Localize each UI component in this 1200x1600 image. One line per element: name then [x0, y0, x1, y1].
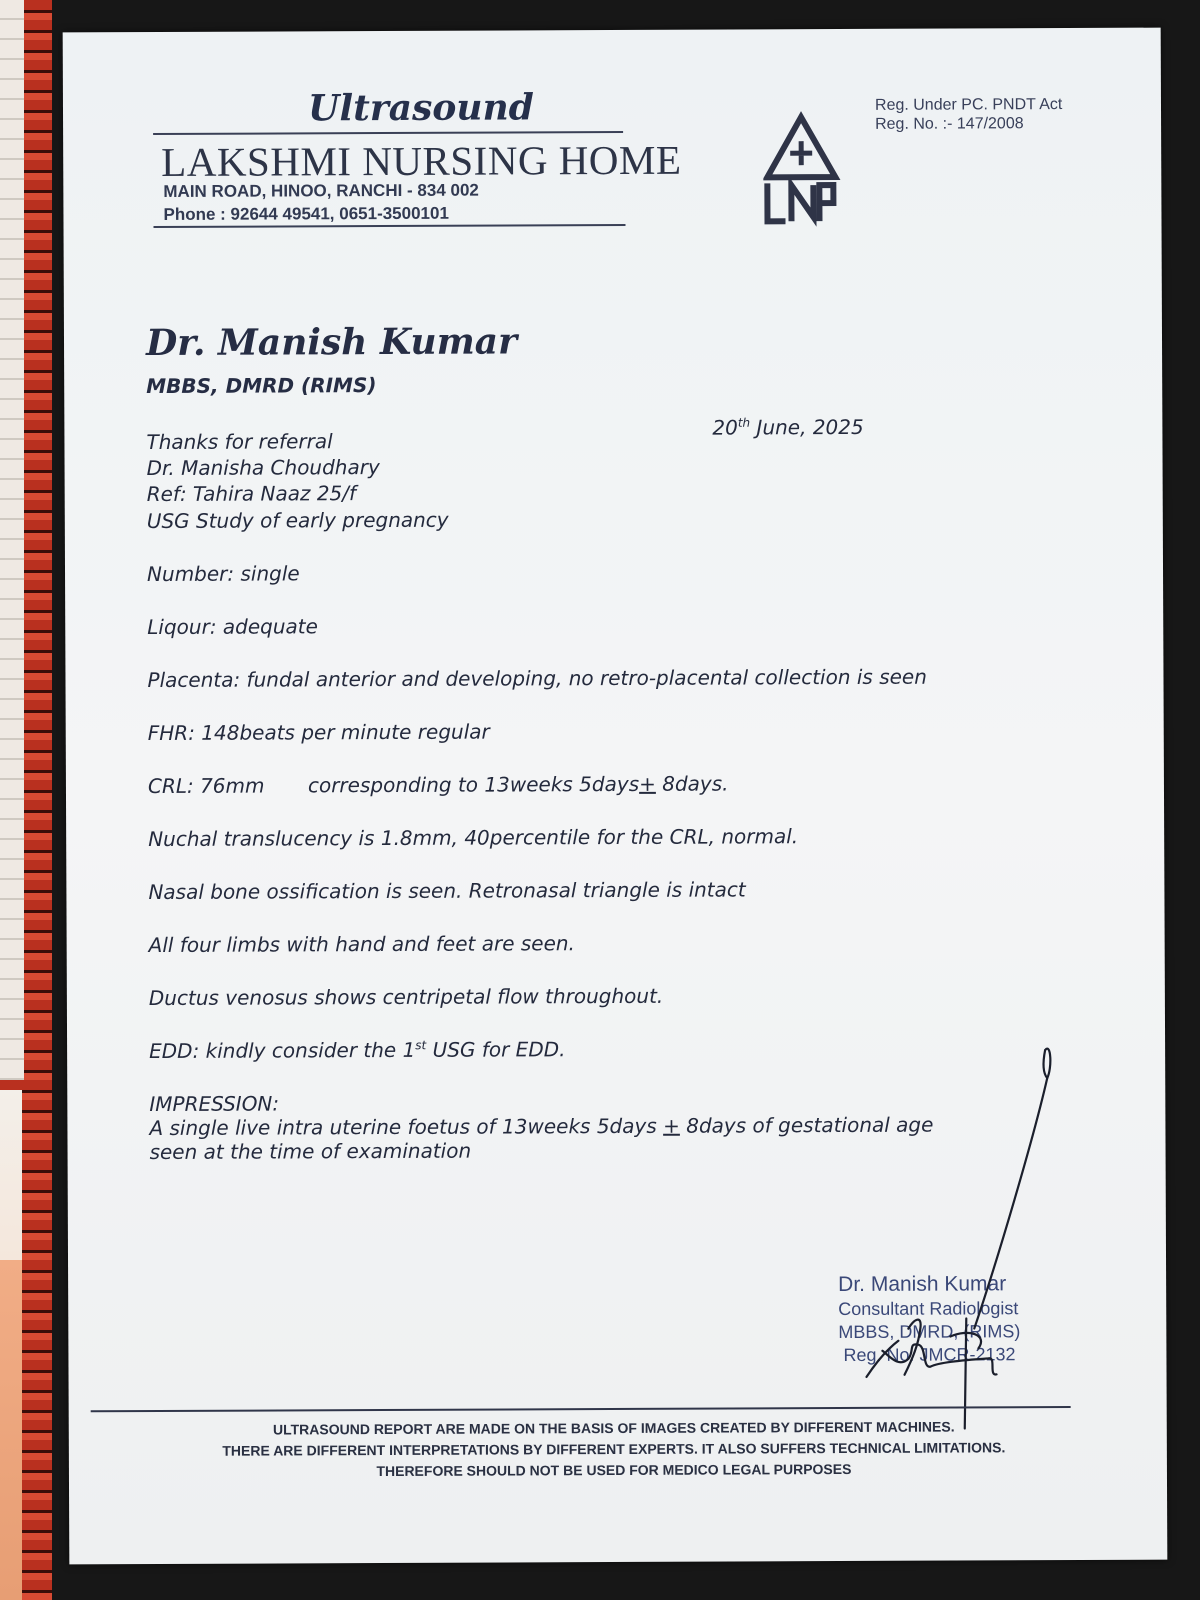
finding-ductus: Ductus venosus shows centripetal flow throughout.: [148, 983, 664, 1011]
finding-liquor: Liqour: adequate: [147, 614, 318, 640]
impression-label: IMPRESSION:: [149, 1091, 280, 1117]
report-sheet: [63, 28, 1168, 1565]
finding-fhr: FHR: 148beats per minute regular: [147, 719, 490, 746]
stamp-doctor-name: Dr. Manish Kumar: [838, 1272, 1007, 1297]
finding-nuchal: Nuchal translucency is 1.8mm, 40percentile for the CRL, normal.: [148, 824, 799, 852]
lnh-house-cross-logo-icon: [763, 109, 844, 229]
referral-thanks: Thanks for referral: [146, 429, 333, 455]
doctor-name-heading: Dr. Manish Kumar: [145, 320, 518, 365]
finding-edd: EDD: kindly consider the 1st USG for EDD.: [149, 1037, 566, 1064]
stamp-title: Consultant Radiologist: [838, 1298, 1019, 1320]
header-rule-top: [153, 131, 623, 135]
disclaimer-line-2: THERE ARE DIFFERENT INTERPRETATIONS BY DIFFERENT EXPERTS. IT ALSO SUFFERS TECHNICAL LIMITATIONS.: [222, 1439, 1006, 1459]
finding-number: Number: single: [146, 561, 300, 587]
hospital-phone: Phone : 92644 49541, 0651-3500101: [163, 203, 449, 224]
finding-limbs: All four limbs with hand and feet are seen.: [148, 931, 575, 958]
referring-doctor: Dr. Manisha Choudhary: [146, 455, 380, 481]
finding-nasal-bone: Nasal bone ossification is seen. Retronasal triangle is intact: [148, 877, 746, 905]
hospital-address: MAIN ROAD, HINOO, RANCHI - 834 002: [163, 180, 479, 201]
impression-line-2: seen at the time of examination: [149, 1138, 472, 1165]
finding-placenta: Placenta: fundal anterior and developing, no retro-placental collection is seen: [147, 664, 927, 693]
disclaimer-footer: [89, 1416, 1139, 1484]
stamp-qualification: MBBS, DMRD, (RIMS): [838, 1321, 1021, 1343]
handwritten-signature: [837, 1028, 1169, 1449]
patient-reference: Ref: Tahira Naaz 25/f: [146, 481, 357, 507]
binder-lower-edge: [0, 1090, 22, 1600]
disclaimer-line-3: THEREFORE SHOULD NOT BE USED FOR MEDICO LEGAL PURPOSES: [376, 1460, 852, 1480]
pndt-registration-note: Reg. Under PC. PNDT Act: [874, 96, 1063, 114]
disclaimer-line-1: ULTRASOUND REPORT ARE MADE ON THE BASIS OF IMAGES CREATED BY DIFFERENT MACHINES.: [272, 1418, 955, 1438]
registration-number: Reg. No. :- 147/2008: [875, 115, 1024, 133]
study-type: USG Study of early pregnancy: [146, 507, 449, 534]
hospital-name: LAKSHMI NURSING HOME: [161, 136, 682, 185]
finding-crl: CRL: 76mm: [147, 773, 265, 799]
report-type-title: Ultrasound: [307, 86, 534, 130]
doctor-qualification: MBBS, DMRD (RIMS): [146, 373, 377, 399]
report-date: 20th June, 2025: [712, 414, 864, 440]
stamp-registration: Reg. No. JMCR-2132: [843, 1344, 1016, 1366]
finding-crl-correspondence: corresponding to 13weeks 5days+ 8days.: [307, 771, 729, 798]
binder-strip: [0, 0, 24, 1080]
impression-line-1: A single live intra uterine foetus of 13weeks 5days + 8days of gestational age: [149, 1112, 934, 1141]
